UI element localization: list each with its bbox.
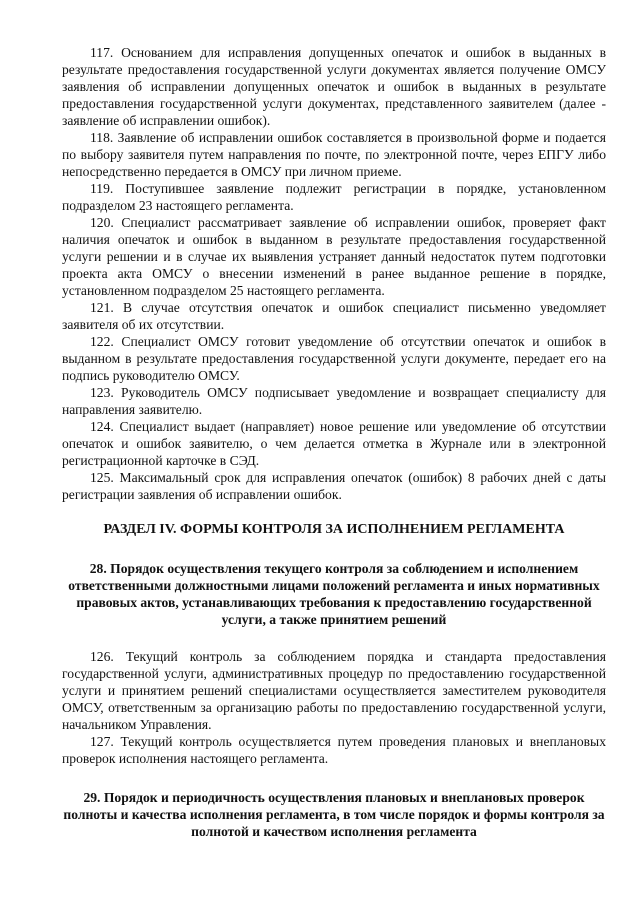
paragraph-119: 119. Поступившее заявление подлежит регистрации в порядке, установленном подразделом 23 настоящего регламента. — [62, 181, 606, 213]
spacer — [62, 628, 606, 648]
paragraph-127: 127. Текущий контроль осуществляется путем проведения плановых и внеплановых проверок исполнения настоящего регламента. — [62, 734, 606, 766]
paragraph-118: 118. Заявление об исправлении ошибок составляется в произвольной форме и подается по выбору заявителя путем направления по почте, по электронной почте, через ЕПГУ либо непосредственно передается в ОМСУ при личном приеме. — [62, 130, 606, 179]
paragraph-122: 122. Специалист ОМСУ готовит уведомление об отсутствии опечаток и ошибок в выданном в результате предоставления государственной услуги документе, передает его на подпись руководителю ОМСУ. — [62, 334, 606, 383]
paragraph-126: 126. Текущий контроль за соблюдением порядка и стандарта предоставления государственной услуги, административных процедур по предоставлению государственной услуги и принятием решений специалистами осуществляется заместителем руководителя ОМСУ, ответственным за организацию работы по предоставлению государственной услуги, начальником Управления. — [62, 649, 606, 732]
paragraph-125: 125. Максимальный срок для исправления опечаток (ошибок) 8 рабочих дней с даты регистрации заявления об исправлении ошибок. — [62, 470, 606, 502]
paragraph-117: 117. Основанием для исправления допущенных опечаток и ошибок в выданных в результате предоставления государственной услуги документах является получение ОМСУ заявления об исправлении допущенных опечаток и ошибок в выданных в результате предоставления государственной услуги документах, представленного заявителем (далее - заявление об исправлении ошибок). — [62, 45, 606, 128]
section-title: РАЗДЕЛ IV. ФОРМЫ КОНТРОЛЯ ЗА ИСПОЛНЕНИЕМ РЕГЛАМЕНТА — [103, 522, 565, 537]
subsection-28-title: 28. Порядок осуществления текущего контроля за соблюдением и исполнением ответственными должностными лицами положений регламента и иных нормативных правовых актов, устанавливающих требования к предоставлению государственной услуги, а также принятием решений — [68, 561, 600, 627]
subsection-29-title: 29. Порядок и периодичность осуществления плановых и внеплановых проверок полноты и качества исполнения регламента, в том числе порядок и формы контроля за полнотой и качеством исполнения регламента — [63, 790, 605, 839]
paragraph-120: 120. Специалист рассматривает заявление об исправлении ошибок, проверяет факт наличия опечаток и ошибок в выданном в результате предоставления государственной услуги решении и в случае их выявления устраняет данный недостаток путем подготовки проекта акта ОМСУ о внесении изменений в ранее выданное решение в порядке, установленном подразделом 25 настоящего регламента. — [62, 215, 606, 298]
paragraph-123: 123. Руководитель ОМСУ подписывает уведомление и возвращает специалисту для направления заявителю. — [62, 385, 606, 417]
paragraph-124: 124. Специалист выдает (направляет) новое решение или уведомление об отсутствии опечаток и ошибок заявителю, о чем делается отметка в Журнале или в электронной регистрационной карточке в СЭД. — [62, 419, 606, 468]
paragraph-121: 121. В случае отсутствия опечаток и ошибок специалист письменно уведомляет заявителя об их отсутствии. — [62, 300, 606, 332]
